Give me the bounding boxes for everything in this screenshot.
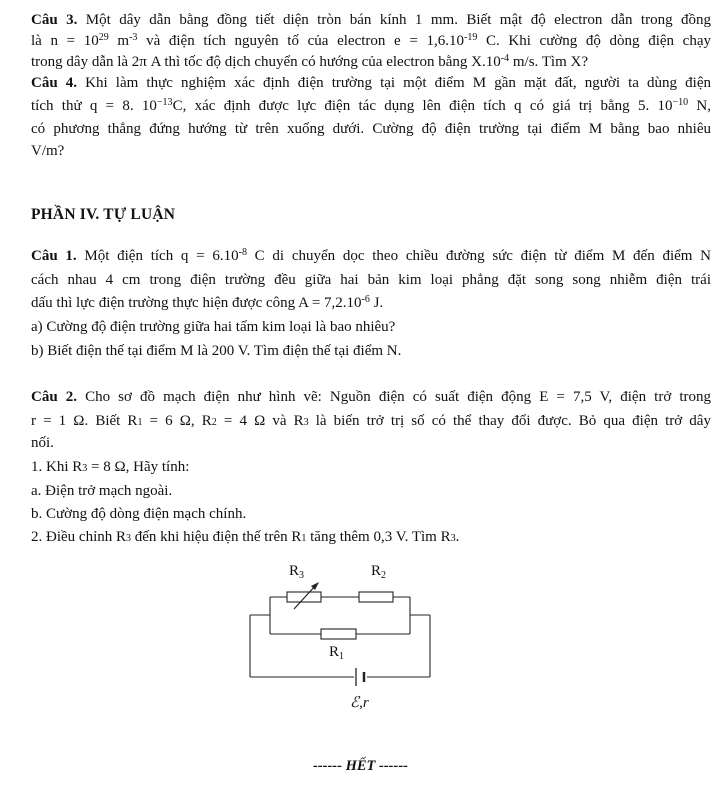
e2-sub-a: a. Điện trở mạch ngoài. <box>31 483 173 499</box>
e2-t2a: r = 1 Ω. Biết R <box>31 413 138 429</box>
label-source: ℰ,r <box>350 695 369 711</box>
section-title: PHẦN IV. TỰ LUẬN <box>31 206 176 223</box>
resistor-r3 <box>287 592 321 602</box>
e1-part-b: b) Biết điện thế tại điểm M là 200 V. Tìm điện thế tại điểm N. <box>31 343 402 359</box>
e2-s1a: 1. Khi R <box>31 459 83 475</box>
e2-s1c: = 8 Ω, Hãy tính: <box>87 459 190 475</box>
e2-s2g: . <box>455 529 460 545</box>
e2-sub-b: b. Cường độ dòng điện mạch chính. <box>31 506 247 522</box>
label-r3: $R_3$ <box>289 563 305 581</box>
e2-t2b: 1 <box>137 417 143 428</box>
e1-text-2: cách nhau 4 cm trong điện trường đều giữa hai bản kim loại phẳng đặt song song nhiễm điện trái <box>31 272 711 288</box>
q4-t2b: −13 <box>156 97 173 108</box>
q4-label: Câu 4. <box>31 75 78 91</box>
q3-t3c: m/s. Tìm X? <box>509 54 588 70</box>
e2-s2a: 2. Điều chỉnh R <box>31 529 126 545</box>
e2-t2g: là biến trở trị số có thể thay đổi được. Bỏ qua điện trở dây <box>308 413 711 429</box>
q3-t2e: và điện tích nguyên tố của electron e = 1,6.10 <box>137 33 464 49</box>
label-r1: $R_1$ <box>329 644 345 662</box>
q4-t2e: N, <box>688 98 711 114</box>
e2-t2e: = 4 Ω và R <box>216 413 304 429</box>
q3-t2f: -19 <box>463 32 478 43</box>
q3-t2a: là n = 10 <box>31 33 99 49</box>
q4-t2d: −10 <box>672 97 689 108</box>
q4-t2a: tích thử q = 8. 10 <box>31 98 157 114</box>
e1-part-a: a) Cường độ điện trường giữa hai tấm kim loại là bao nhiêu? <box>31 319 396 335</box>
e2-s2f: 3 <box>450 533 456 544</box>
e1-t3b: -6 <box>361 294 370 305</box>
e1-t3a: dấu thì lực điện trường thực hiện được công A = 7,2.10 <box>31 295 362 311</box>
e2-text-3: nối. <box>31 435 54 451</box>
resistor-r2 <box>359 592 393 602</box>
q4-t2c: C, xác định được lực điện tác dụng lên điện tích q có giá trị bằng 5. 10 <box>172 98 673 114</box>
q3-t2b: 29 <box>98 32 109 43</box>
e2-t2d: 2 <box>211 417 217 428</box>
q4-text-3: có phương thẳng đứng hướng từ trên xuống dưới. Cường độ điện trường tại điểm M bằng bao nhiêu <box>31 121 711 137</box>
e2-t2c: = 6 Ω, R <box>142 413 212 429</box>
resistor-r1 <box>321 629 356 639</box>
e2-s2d: 1 <box>301 533 307 544</box>
footer-end: ------ HẾT ------ <box>312 758 408 774</box>
e1-label: Câu 1. <box>31 248 77 264</box>
e1-t1b: -8 <box>238 247 247 258</box>
q4-text-1: Khi làm thực nghiệm xác định điện trường tại một điểm M gần mặt đất, người ta dùng điện <box>85 75 711 91</box>
q3-t3b: -4 <box>500 53 510 64</box>
e1-t1a: Một điện tích q = 6.10 <box>84 248 239 264</box>
q3-t3a: trong dây dẫn là 2π A thì tốc độ dịch chuyển có hướng của electron bằng X.10 <box>31 54 501 70</box>
q4-text-4: V/m? <box>31 143 65 159</box>
q3-t2d: -3 <box>129 32 138 43</box>
e1-t3c: J. <box>369 295 384 311</box>
q3-t2g: C. Khi cường độ dòng điện chạy <box>477 33 712 49</box>
e2-label: Câu 2. <box>31 389 78 405</box>
q3-label: Câu 3. <box>31 12 78 28</box>
e2-s2c: đến khi hiệu điện thế trên R <box>131 529 302 545</box>
e2-s1b: 3 <box>82 463 88 474</box>
e2-text-1: Cho sơ đồ mạch điện như hình vẽ: Nguồn điện có suất điện động E = 7,5 V, điện trở trong <box>85 389 711 405</box>
e1-t1c: C di chuyển dọc theo chiều đường sức điện từ điểm M đến điểm N <box>246 248 712 264</box>
e2-s2b: 3 <box>126 533 131 544</box>
q3-t2c: m <box>108 33 130 49</box>
q3-text-1: Một dây dẫn bằng đồng tiết diện tròn bán kính 1 mm. Biết mật độ electron dẫn trong đồng <box>85 12 711 28</box>
e2-t2f: 3 <box>303 417 309 428</box>
label-r2: $R_2$ <box>371 563 387 581</box>
battery-symbol <box>356 668 364 686</box>
e2-s2e: tăng thêm 0,3 V. Tìm R <box>306 529 451 545</box>
